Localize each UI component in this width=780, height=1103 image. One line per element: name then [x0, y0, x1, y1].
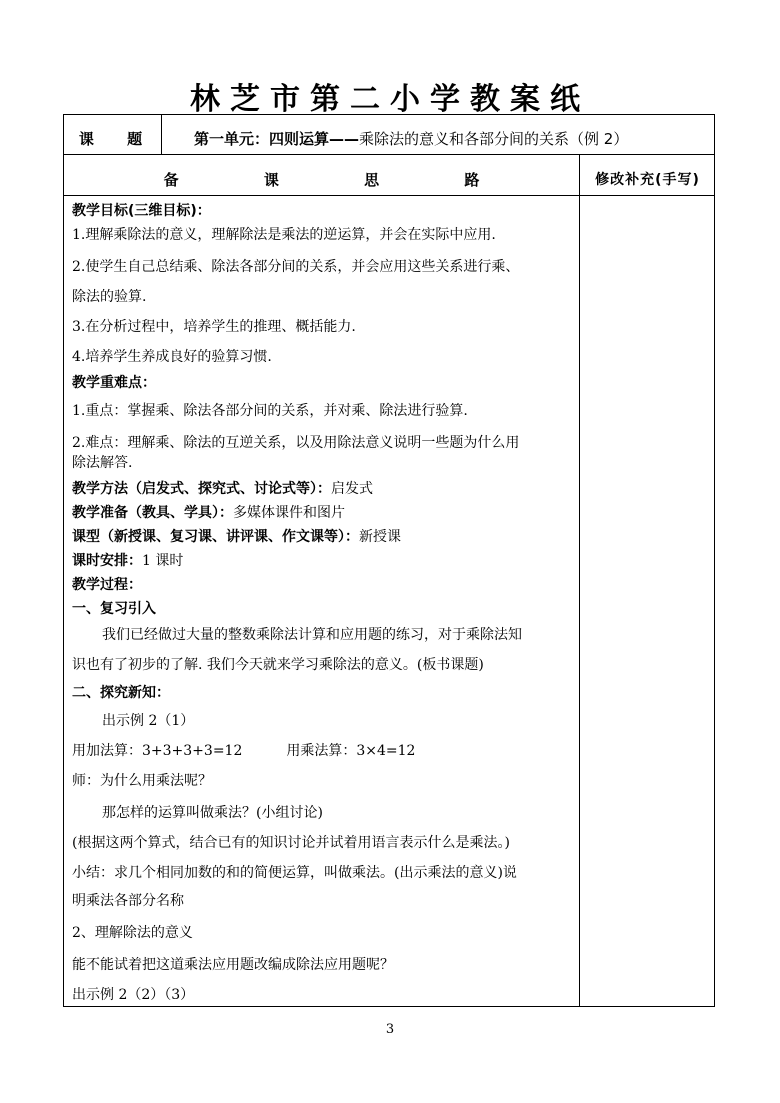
section-heading: 一、复习引入: [72, 601, 156, 617]
process-heading: 教学过程：: [72, 577, 142, 593]
lesson-type-value: 新授课: [359, 529, 401, 545]
subject-label: 课 题: [78, 130, 157, 148]
content-line: 出示例 2（1）: [102, 713, 195, 729]
lesson-type-label: 课型（新授课、复习课、讲评课、作文课等）：: [72, 529, 359, 545]
preparation-header: 备 课 思 路: [163, 171, 520, 189]
subject-unit: 第一单元：四则运算——: [194, 130, 360, 148]
column-divider: [579, 154, 580, 1006]
content-line: 2、理解除法的意义: [72, 925, 193, 941]
materials-value: 多媒体课件和图片: [233, 505, 345, 521]
materials-line: [72, 503, 345, 523]
lesson-type-line: [72, 527, 401, 547]
content-line: 1.理解乘除法的意义，理解除法是乘法的逆运算，并会在实际中应用.: [72, 227, 496, 243]
schedule-line: [72, 551, 183, 571]
lesson-plan-table: [63, 114, 715, 1007]
materials-label: 教学准备（教具、学具）：: [72, 505, 233, 521]
row-divider: [64, 195, 714, 196]
row-divider: [64, 154, 714, 155]
schedule-value: 1 课时: [142, 553, 184, 569]
addition-formula: 用加法算：3+3+3+3=12: [72, 743, 243, 759]
content-line: 明乘法各部分名称: [72, 893, 184, 909]
multiplication-formula: 用乘法算：3×4=12: [286, 743, 416, 759]
content-line: 师：为什么用乘法呢？: [72, 773, 212, 789]
method-label: 教学方法（启发式、探究式、讨论式等）：: [72, 481, 331, 497]
method-value: 启发式: [331, 481, 373, 497]
content-line: 1.重点：掌握乘、除法各部分间的关系，并对乘、除法进行验算.: [72, 403, 468, 419]
content-line: 我们已经做过大量的整数乘除法计算和应用题的练习，对于乘除法知: [102, 627, 522, 643]
content-line: 能不能试着把这道乘法应用题改编成除法应用题呢？: [72, 957, 394, 973]
content-line: 2.使学生自己总结乘、除法各部分间的关系，并会应用这些关系进行乘、: [72, 259, 520, 275]
revision-header: 修改补充(手写): [595, 172, 700, 188]
content-line: 识也有了初步的了解. 我们今天就来学习乘除法的意义。(板书课题): [72, 657, 484, 673]
page-number: 3: [385, 1022, 395, 1037]
content-line: 小结：求几个相同加数的和的简便运算，叫做乘法。(出示乘法的意义)说: [72, 865, 517, 881]
column-divider: [161, 115, 162, 154]
section-heading: 二、探究新知：: [72, 685, 170, 701]
content-line: 除法的验算.: [72, 289, 147, 305]
subject-topic: 乘除法的意义和各部分间的关系（例 2）: [359, 130, 629, 148]
content-line: 4.培养学生养成良好的验算习惯.: [72, 349, 272, 365]
content-line: 2.难点：理解乘、除法的互逆关系，以及用除法意义说明一些题为什么用: [72, 435, 520, 451]
page-title: 林芝市第二小学教案纸: [190, 82, 590, 117]
content-line: 除法解答.: [72, 455, 133, 471]
goals-heading: 教学目标(三维目标)：: [72, 203, 211, 219]
formula-line: [72, 741, 415, 761]
content-line: 出示例 2（2）（3）: [72, 987, 195, 1003]
subject-value: [194, 128, 628, 149]
schedule-label: 课时安排：: [72, 553, 142, 569]
key-points-heading: 教学重难点：: [72, 375, 156, 391]
content-line: (根据这两个算式，结合已有的知识讨论并试着用语言表示什么是乘法。): [72, 835, 510, 851]
content-line: 3.在分析过程中，培养学生的推理、概括能力.: [72, 319, 356, 335]
content-line: 那怎样的运算叫做乘法？(小组讨论): [102, 805, 323, 821]
method-line: [72, 479, 373, 499]
